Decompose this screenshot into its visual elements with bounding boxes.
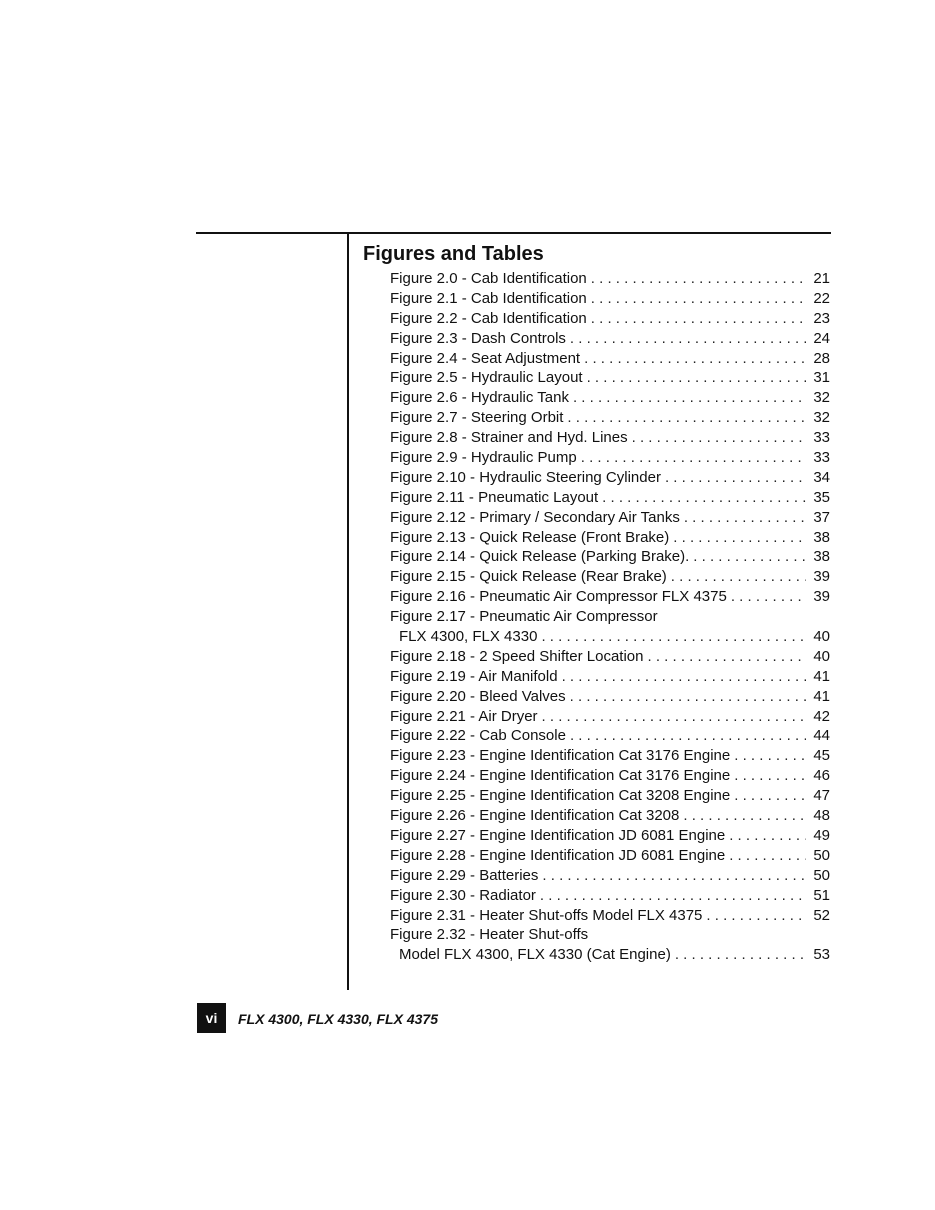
toc-entry-title: Figure 2.11 - Pneumatic Layout <box>390 488 599 506</box>
toc-entry <box>390 309 830 329</box>
toc-entry-page: 32 <box>813 389 830 407</box>
toc-entry-page: 47 <box>813 787 830 805</box>
toc-entry-title: Figure 2.25 - Engine Identification Cat 3208 Engine <box>390 787 731 805</box>
toc-entry <box>390 547 830 567</box>
toc-entry <box>390 368 830 388</box>
dot-leader <box>734 746 806 766</box>
toc-entry-title: Figure 2.16 - Pneumatic Air Compressor FLX 4375 <box>390 588 727 606</box>
toc-entry-title: Figure 2.0 - Cab Identification <box>390 270 587 287</box>
dot-leader <box>675 945 806 965</box>
toc-entry <box>390 488 830 508</box>
toc-entry-page: 38 <box>813 528 830 546</box>
toc-entry <box>390 806 830 826</box>
dot-leader <box>673 528 806 548</box>
toc-entry <box>390 687 830 707</box>
dot-leader <box>734 766 806 786</box>
toc-entry-page: 37 <box>813 508 830 526</box>
toc-entry-title: Figure 2.19 - Air Manifold <box>390 667 558 685</box>
toc-entry-page: 33 <box>813 449 830 467</box>
toc-entry <box>390 647 830 667</box>
toc-entry-title: Figure 2.4 - Seat Adjustment <box>390 349 581 367</box>
toc-entry-title: Figure 2.27 - Engine Identification JD 6081 Engine <box>390 826 726 844</box>
toc-entry-title: Figure 2.32 - Heater Shut-offs <box>390 926 589 944</box>
toc-entry-title: Figure 2.7 - Steering Orbit <box>390 409 564 427</box>
toc-entry-page: 53 <box>813 946 830 964</box>
toc-entry-title: Figure 2.30 - Radiator <box>390 886 536 904</box>
toc-entry <box>390 428 830 448</box>
toc-entry-page: 31 <box>813 369 830 387</box>
toc-entry-title: Figure 2.17 - Pneumatic Air Compressor <box>390 608 658 626</box>
dot-leader <box>570 726 806 746</box>
dot-leader <box>648 647 807 667</box>
toc-entry-title: Figure 2.31 - Heater Shut-offs Model FLX 4375 <box>390 906 703 924</box>
dot-leader <box>591 309 806 329</box>
top-rule <box>196 232 831 234</box>
toc-entry-page: 38 <box>813 548 830 566</box>
toc-entry-title: FLX 4300, FLX 4330 <box>399 628 538 646</box>
toc-entry <box>390 906 830 926</box>
toc-entry <box>390 587 830 607</box>
toc-entry-page: 23 <box>813 309 830 327</box>
toc-entry <box>390 925 830 945</box>
toc-entry-title: Figure 2.6 - Hydraulic Tank <box>390 389 569 407</box>
toc-entry-page: 48 <box>813 807 830 825</box>
toc-entry <box>390 846 830 866</box>
toc-entry-page: 49 <box>813 826 830 844</box>
toc-entry <box>390 766 830 786</box>
toc-entry <box>390 408 830 428</box>
toc-entry-title: Figure 2.5 - Hydraulic Layout <box>390 369 583 387</box>
toc-entry <box>390 746 830 766</box>
toc-entry-title: Figure 2.26 - Engine Identification Cat 3208 <box>390 807 680 825</box>
toc-entry-title: Figure 2.15 - Quick Release (Rear Brake) <box>390 568 667 586</box>
toc-entry <box>390 269 830 289</box>
dot-leader <box>706 906 806 926</box>
dot-leader <box>693 547 806 567</box>
dot-leader <box>567 408 806 428</box>
toc-entry <box>390 607 830 627</box>
toc-entry-title: Figure 2.28 - Engine Identification JD 6081 Engine <box>390 846 726 864</box>
toc-entry-page: 50 <box>813 866 830 884</box>
toc-entry <box>390 866 830 886</box>
dot-leader <box>570 687 806 707</box>
dot-leader <box>540 886 806 906</box>
dot-leader <box>729 846 806 866</box>
toc-entry-page: 50 <box>813 846 830 864</box>
toc-entry-title: Model FLX 4300, FLX 4330 (Cat Engine) <box>399 946 671 964</box>
toc-entry-continuation <box>390 945 830 965</box>
toc-entry-title: Figure 2.12 - Primary / Secondary Air Tanks <box>390 508 680 526</box>
toc-entry-title: Figure 2.13 - Quick Release (Front Brake) <box>390 528 670 546</box>
toc-entry <box>390 289 830 309</box>
toc-entry <box>390 667 830 687</box>
toc-entry-title: Figure 2.8 - Strainer and Hyd. Lines <box>390 429 628 447</box>
figures-list <box>390 269 830 965</box>
toc-entry <box>390 388 830 408</box>
dot-leader <box>587 368 806 388</box>
toc-entry-title: Figure 2.20 - Bleed Valves <box>390 687 566 705</box>
toc-entry-page: 24 <box>813 329 830 347</box>
dot-leader <box>734 786 806 806</box>
toc-entry-page: 52 <box>813 906 830 924</box>
dot-leader <box>671 567 806 587</box>
dot-leader <box>581 448 806 468</box>
dot-leader <box>584 349 806 369</box>
toc-entry <box>390 528 830 548</box>
toc-entry <box>390 508 830 528</box>
toc-entry-title: Figure 2.1 - Cab Identification <box>390 289 587 307</box>
toc-entry-continuation <box>390 627 830 647</box>
vertical-rule <box>347 232 349 990</box>
toc-entry <box>390 349 830 369</box>
toc-entry-page: 45 <box>813 747 830 765</box>
toc-entry <box>390 886 830 906</box>
toc-entry-title: Figure 2.23 - Engine Identification Cat 3176 Engine <box>390 747 731 765</box>
toc-entry-title: Figure 2.9 - Hydraulic Pump <box>390 449 577 467</box>
toc-entry-page: 51 <box>813 886 830 904</box>
dot-leader <box>602 488 806 508</box>
toc-entry-title: Figure 2.10 - Hydraulic Steering Cylinder <box>390 468 661 486</box>
dot-leader <box>542 866 806 886</box>
page-number-badge: vi <box>197 1003 226 1033</box>
toc-entry-page: 39 <box>813 588 830 606</box>
toc-entry-title: Figure 2.2 - Cab Identification <box>390 309 587 327</box>
toc-entry-title: Figure 2.18 - 2 Speed Shifter Location <box>390 647 644 665</box>
toc-entry <box>390 707 830 727</box>
toc-entry-page: 40 <box>813 628 830 646</box>
toc-entry-page: 21 <box>813 270 830 287</box>
dot-leader <box>683 806 806 826</box>
toc-entry <box>390 448 830 468</box>
toc-entry-title: Figure 2.24 - Engine Identification Cat 3176 Engine <box>390 767 731 785</box>
toc-entry <box>390 468 830 488</box>
section-title: Figures and Tables <box>363 243 544 265</box>
toc-entry <box>390 726 830 746</box>
toc-entry-page: 34 <box>813 468 830 486</box>
toc-entry <box>390 329 830 349</box>
dot-leader <box>591 289 806 309</box>
toc-entry-page: 40 <box>813 647 830 665</box>
toc-entry-page: 33 <box>813 429 830 447</box>
dot-leader <box>542 707 806 727</box>
toc-entry-page: 42 <box>813 707 830 725</box>
toc-entry-page: 32 <box>813 409 830 427</box>
toc-entry <box>390 567 830 587</box>
dot-leader <box>573 388 806 408</box>
toc-entry-title: Figure 2.22 - Cab Console <box>390 727 566 745</box>
dot-leader <box>665 468 806 488</box>
toc-entry-title: Figure 2.3 - Dash Controls <box>390 329 566 347</box>
toc-entry-title: Figure 2.21 - Air Dryer <box>390 707 538 725</box>
dot-leader <box>684 508 806 528</box>
dot-leader <box>729 826 806 846</box>
toc-entry-page: 41 <box>813 667 830 685</box>
dot-leader <box>562 667 806 687</box>
toc-entry <box>390 826 830 846</box>
toc-entry-page: 28 <box>813 349 830 367</box>
toc-entry-page: 39 <box>813 568 830 586</box>
toc-entry-page: 35 <box>813 488 830 506</box>
toc-entry-page: 44 <box>813 727 830 745</box>
dot-leader <box>731 587 806 607</box>
dot-leader <box>570 329 806 349</box>
dot-leader <box>632 428 806 448</box>
toc-entry-page: 41 <box>813 687 830 705</box>
dot-leader <box>541 627 806 647</box>
toc-entry-title: Figure 2.14 - Quick Release (Parking Brake). <box>390 548 690 566</box>
toc-entry-page: 46 <box>813 767 830 785</box>
footer-title: FLX 4300, FLX 4330, FLX 4375 <box>238 1011 438 1027</box>
toc-entry-title: Figure 2.29 - Batteries <box>390 866 539 884</box>
toc-entry-page: 22 <box>813 289 830 307</box>
toc-entry <box>390 786 830 806</box>
dot-leader <box>591 269 806 289</box>
